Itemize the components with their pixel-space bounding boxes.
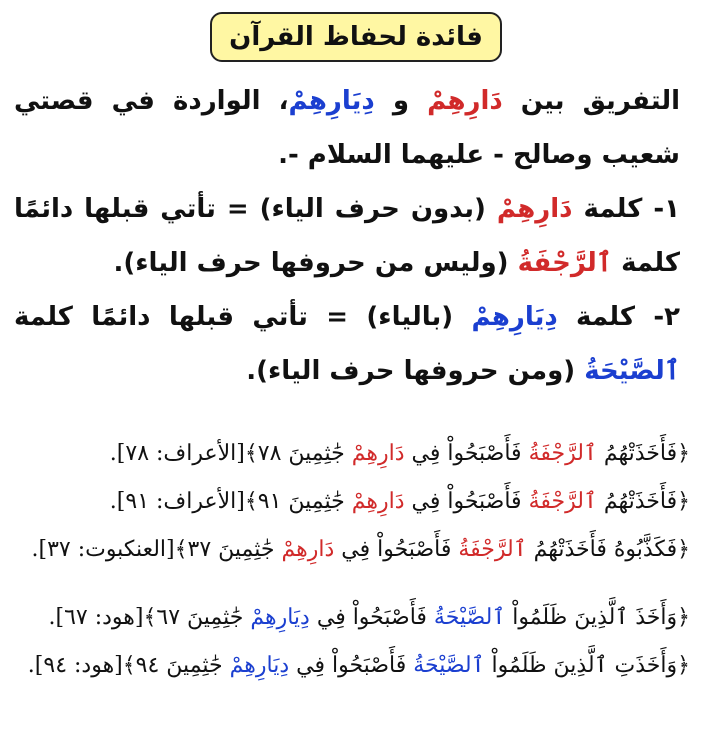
verse-reference: [العنكبوت: ٣٧].: [31, 537, 175, 562]
page-title: فائدة لحفاظ القرآن: [229, 22, 483, 52]
verse-rajfa-3: [14, 526, 690, 574]
verse-text: ﴿فَكَذَّبُوهُ فَأَخَذَتْهُمُ: [526, 537, 690, 562]
verse-diyar: دِيَارِهِمْ: [229, 653, 290, 678]
title-box: [210, 12, 502, 62]
point-1: [14, 182, 680, 290]
verse-dar: دَارِهِمْ: [351, 441, 405, 466]
point1-text-3: (وليس من حروفها حرف الياء).: [113, 248, 518, 278]
verse-sayha-2: [14, 642, 690, 690]
point1-text-2: (بدون حرف الياء) = تأتي قبلها دائمًا كلمة: [14, 194, 680, 278]
verse-dar: دَارِهِمْ: [281, 537, 335, 562]
verse-text: فَأَصْبَحُواْ فِي: [289, 653, 414, 678]
point-2: [14, 290, 680, 398]
intro-paragraph: [14, 74, 680, 182]
intro-word-diyar: دِيَارِهِمْ: [288, 86, 375, 116]
verse-text: فَأَصْبَحُواْ فِي: [309, 605, 434, 630]
point2-text-1: ٢- كلمة: [557, 302, 680, 332]
intro-text-2: و: [374, 86, 428, 116]
point1-word-dar: دَارِهِمْ: [496, 194, 573, 224]
point1-text-1: ١- كلمة: [572, 194, 680, 224]
point1-word-rajfa: ٱلرَّجْفَةُ: [517, 248, 613, 278]
verse-keyword: ٱلرَّجْفَةُ: [528, 489, 597, 514]
verse-text: جَٰثِمِينَ ٩١﴾: [244, 489, 352, 514]
intro-word-dar: دَارِهِمْ: [427, 86, 503, 116]
verse-text: جَٰثِمِينَ ٦٧﴾: [143, 605, 251, 630]
verse-dar: دَارِهِمْ: [351, 489, 405, 514]
verse-text: ﴿وَأَخَذَ ٱلَّذِينَ ظَلَمُواْ: [505, 605, 690, 630]
verse-text: ﴿فَأَخَذَتْهُمُ: [596, 489, 690, 514]
point2-word-diyar: دِيَارِهِمْ: [471, 302, 558, 332]
intro-text-3: ، الواردة في قصتي شعيب وصالح - عليهما السلام -.: [14, 86, 680, 170]
verse-keyword: ٱلصَّيْحَةُ: [413, 653, 485, 678]
verse-reference: [هود: ٦٧].: [48, 605, 144, 630]
verse-text: فَأَصْبَحُواْ فِي: [334, 537, 459, 562]
intro-text-1: التفريق بين: [502, 86, 680, 116]
verse-rajfa-1: [14, 430, 690, 478]
explanation: [14, 74, 680, 398]
verse-text: ﴿فَأَخَذَتْهُمُ: [596, 441, 690, 466]
verse-diyar: دِيَارِهِمْ: [250, 605, 310, 630]
verse-keyword: ٱلصَّيْحَةُ: [433, 605, 506, 630]
verse-text: جَٰثِمِينَ ٩٤﴾: [122, 653, 230, 678]
verse-reference: [الأعراف: ٧٨].: [109, 441, 245, 466]
verse-reference: [الأعراف: ٩١].: [109, 489, 245, 514]
verse-sayha-1: [14, 594, 690, 642]
verse-text: فَأَصْبَحُواْ فِي: [404, 441, 529, 466]
verse-text: جَٰثِمِينَ ٣٧﴾: [174, 537, 282, 562]
verse-keyword: ٱلرَّجْفَةُ: [528, 441, 597, 466]
point2-word-sayha: ٱلصَّيْحَةُ: [584, 356, 680, 386]
verse-keyword: ٱلرَّجْفَةُ: [458, 537, 527, 562]
point2-text-2: (بالياء) = تأتي قبلها دائمًا كلمة: [14, 302, 472, 332]
verse-text: فَأَصْبَحُواْ فِي: [404, 489, 529, 514]
verse-rajfa-2: [14, 478, 690, 526]
verse-reference: [هود: ٩٤].: [27, 653, 123, 678]
point2-text-3: (ومن حروفها حرف الياء).: [246, 356, 585, 386]
verse-text: ﴿وَأَخَذَتِ ٱلَّذِينَ ظَلَمُواْ: [484, 653, 690, 678]
verses-list: [14, 430, 690, 690]
spacer: [14, 574, 690, 594]
verse-text: جَٰثِمِينَ ٧٨﴾: [244, 441, 352, 466]
